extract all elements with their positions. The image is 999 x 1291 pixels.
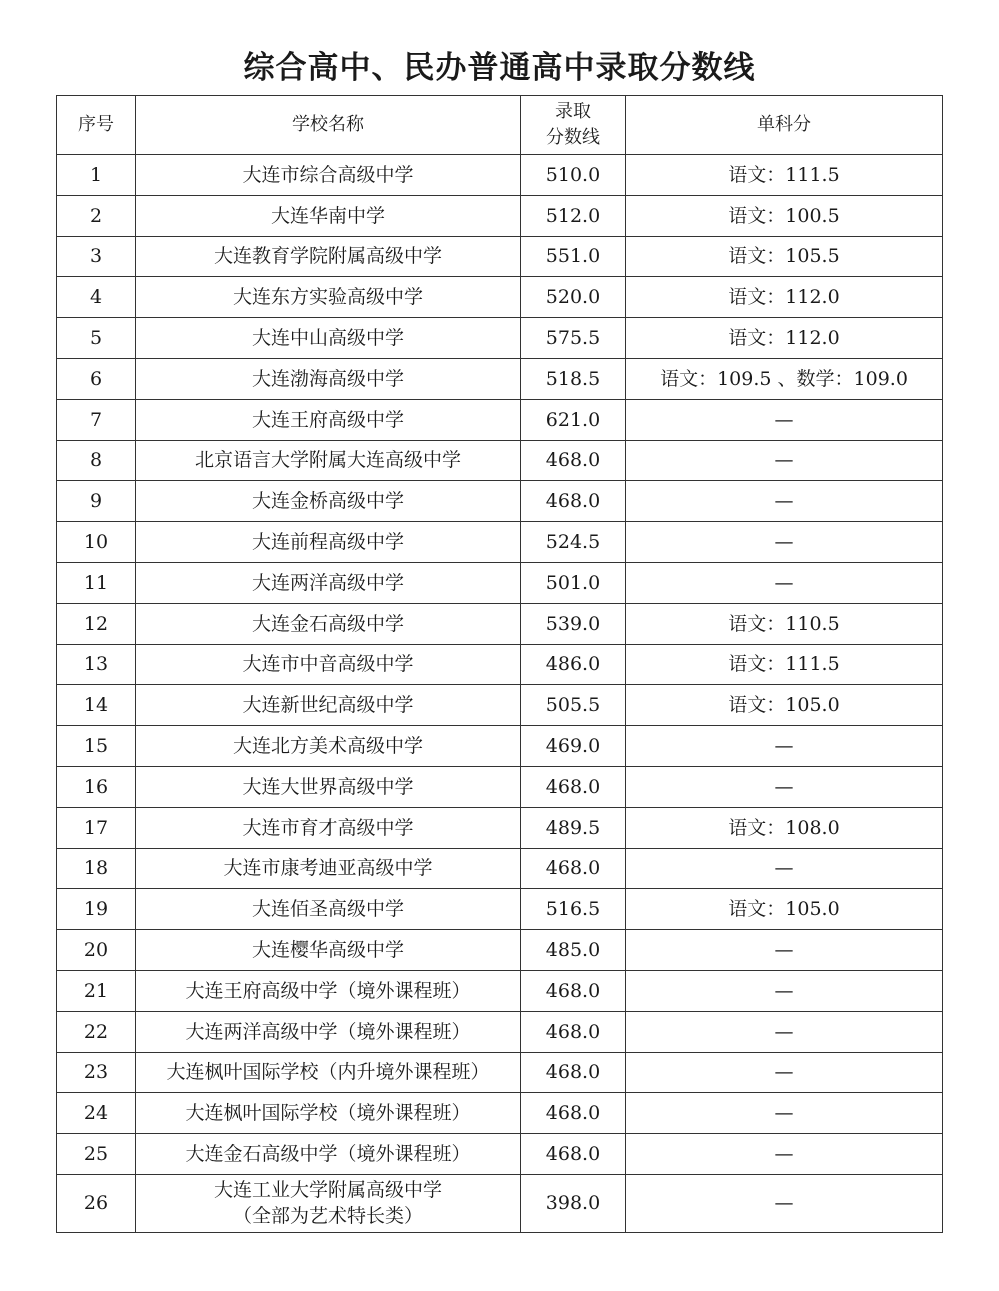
row-index: 26 [57,1174,136,1232]
school-name-cell: 大连教育学院附属高级中学 [136,236,521,277]
single-subject-score: — [626,1052,943,1093]
table-row [57,399,943,440]
table-row [57,1093,943,1134]
single-subject-score: 语文：112.0 [626,318,943,359]
row-index: 9 [57,481,136,522]
single-subject-score: 语文：112.0 [626,277,943,318]
school-name-cell: 大连前程高级中学 [136,522,521,563]
admission-score-table [56,95,943,1233]
row-index: 23 [57,1052,136,1093]
table-row [57,318,943,359]
table-row [57,1052,943,1093]
admission-score: 468.0 [521,440,626,481]
admission-score: 505.5 [521,685,626,726]
single-subject-score: — [626,1093,943,1134]
table-row [57,685,943,726]
admission-score: 468.0 [521,970,626,1011]
row-index: 13 [57,644,136,685]
table-row [57,807,943,848]
row-index: 19 [57,889,136,930]
row-index: 6 [57,358,136,399]
table-row [57,440,943,481]
school-name-cell: 大连华南中学 [136,195,521,236]
admission-score: 485.0 [521,930,626,971]
row-index: 7 [57,399,136,440]
admission-score: 468.0 [521,1093,626,1134]
table-row [57,1011,943,1052]
table-row [57,930,943,971]
header-index: 序号 [57,96,136,155]
admission-score: 512.0 [521,195,626,236]
single-subject-score: 语文：109.5 、数学：109.0 [626,358,943,399]
admission-score: 489.5 [521,807,626,848]
admission-score: 398.0 [521,1174,626,1232]
school-name-cell: 大连市育才高级中学 [136,807,521,848]
table-row [57,562,943,603]
table-row [57,155,943,196]
single-subject-score: — [626,440,943,481]
row-index: 21 [57,970,136,1011]
school-name-cell: 大连市综合高级中学 [136,155,521,196]
table-header-row [57,96,943,155]
admission-score: 551.0 [521,236,626,277]
admission-score: 468.0 [521,848,626,889]
school-name-cell: 大连王府高级中学（境外课程班） [136,970,521,1011]
school-name-cell: 大连中山高级中学 [136,318,521,359]
admission-score: 468.0 [521,1134,626,1175]
admission-score: 501.0 [521,562,626,603]
school-name-cell: 大连市康考迪亚高级中学 [136,848,521,889]
row-index: 18 [57,848,136,889]
row-index: 24 [57,1093,136,1134]
single-subject-score: 语文：105.0 [626,685,943,726]
header-score-line [521,96,626,155]
single-subject-score: — [626,726,943,767]
school-name-cell: 大连渤海高级中学 [136,358,521,399]
admission-score: 520.0 [521,277,626,318]
row-index: 15 [57,726,136,767]
admission-score: 469.0 [521,726,626,767]
single-subject-score: — [626,481,943,522]
single-subject-score: — [626,1174,943,1232]
header-single-subject: 单科分 [626,96,943,155]
single-subject-score: — [626,930,943,971]
row-index: 25 [57,1134,136,1175]
school-name-cell: 大连市中音高级中学 [136,644,521,685]
school-name-cell: 大连北方美术高级中学 [136,726,521,767]
row-index: 3 [57,236,136,277]
table-row [57,766,943,807]
header-score-line-1: 录取 [555,101,591,122]
admission-score: 486.0 [521,644,626,685]
row-index: 1 [57,155,136,196]
school-name-cell: 大连东方实验高级中学 [136,277,521,318]
school-name-cell: 大连两洋高级中学（境外课程班） [136,1011,521,1052]
school-name-cell: 北京语言大学附属大连高级中学 [136,440,521,481]
table-row [57,603,943,644]
school-name-cell: 大连两洋高级中学 [136,562,521,603]
school-name-cell [136,1174,521,1232]
single-subject-score: 语文：111.5 [626,155,943,196]
table-row [57,970,943,1011]
admission-score: 516.5 [521,889,626,930]
header-score-line-2: 分数线 [546,127,600,148]
table-row [57,1174,943,1232]
school-name-cell: 大连佰圣高级中学 [136,889,521,930]
school-name: 大连工业大学附属高级中学 [213,1179,442,1202]
single-subject-score: 语文：105.5 [626,236,943,277]
single-subject-score: 语文：105.0 [626,889,943,930]
row-index: 12 [57,603,136,644]
school-name-cell: 大连新世纪高级中学 [136,685,521,726]
row-index: 8 [57,440,136,481]
page-title: 综合高中、民办普通高中录取分数线 [243,50,756,86]
row-index: 16 [57,766,136,807]
table-row [57,1134,943,1175]
table-row [57,195,943,236]
row-index: 17 [57,807,136,848]
single-subject-score: — [626,970,943,1011]
single-subject-score: 语文：100.5 [626,195,943,236]
table-row [57,644,943,685]
row-index: 10 [57,522,136,563]
single-subject-score: 语文：110.5 [626,603,943,644]
admission-score: 510.0 [521,155,626,196]
table-body [57,155,943,1233]
row-index: 22 [57,1011,136,1052]
admission-score: 575.5 [521,318,626,359]
admission-score: 468.0 [521,481,626,522]
school-name-cell: 大连枫叶国际学校（境外课程班） [136,1093,521,1134]
header-school: 学校名称 [136,96,521,155]
row-index: 14 [57,685,136,726]
single-subject-score: — [626,848,943,889]
admission-score: 468.0 [521,1052,626,1093]
table-row [57,726,943,767]
admission-score: 621.0 [521,399,626,440]
row-index: 5 [57,318,136,359]
admission-score: 468.0 [521,766,626,807]
school-name-cell: 大连樱华高级中学 [136,930,521,971]
school-name-cell: 大连王府高级中学 [136,399,521,440]
row-index: 11 [57,562,136,603]
single-subject-score: — [626,522,943,563]
row-index: 4 [57,277,136,318]
school-name-note: （全部为艺术特长类） [232,1205,423,1228]
admission-score: 539.0 [521,603,626,644]
admission-score: 518.5 [521,358,626,399]
single-subject-score: 语文：111.5 [626,644,943,685]
row-index: 20 [57,930,136,971]
row-index: 2 [57,195,136,236]
school-name-cell: 大连枫叶国际学校（内升境外课程班） [136,1052,521,1093]
single-subject-score: — [626,766,943,807]
table-row [57,848,943,889]
table-row [57,889,943,930]
table-row [57,481,943,522]
school-name-cell: 大连金石高级中学（境外课程班） [136,1134,521,1175]
school-name-cell: 大连金桥高级中学 [136,481,521,522]
single-subject-score: — [626,1011,943,1052]
school-name-cell: 大连大世界高级中学 [136,766,521,807]
single-subject-score: — [626,399,943,440]
table-row [57,358,943,399]
table-row [57,522,943,563]
table-row [57,236,943,277]
single-subject-score: 语文：108.0 [626,807,943,848]
admission-score: 524.5 [521,522,626,563]
table-row [57,277,943,318]
single-subject-score: — [626,1134,943,1175]
admission-score: 468.0 [521,1011,626,1052]
school-name-cell: 大连金石高级中学 [136,603,521,644]
single-subject-score: — [626,562,943,603]
